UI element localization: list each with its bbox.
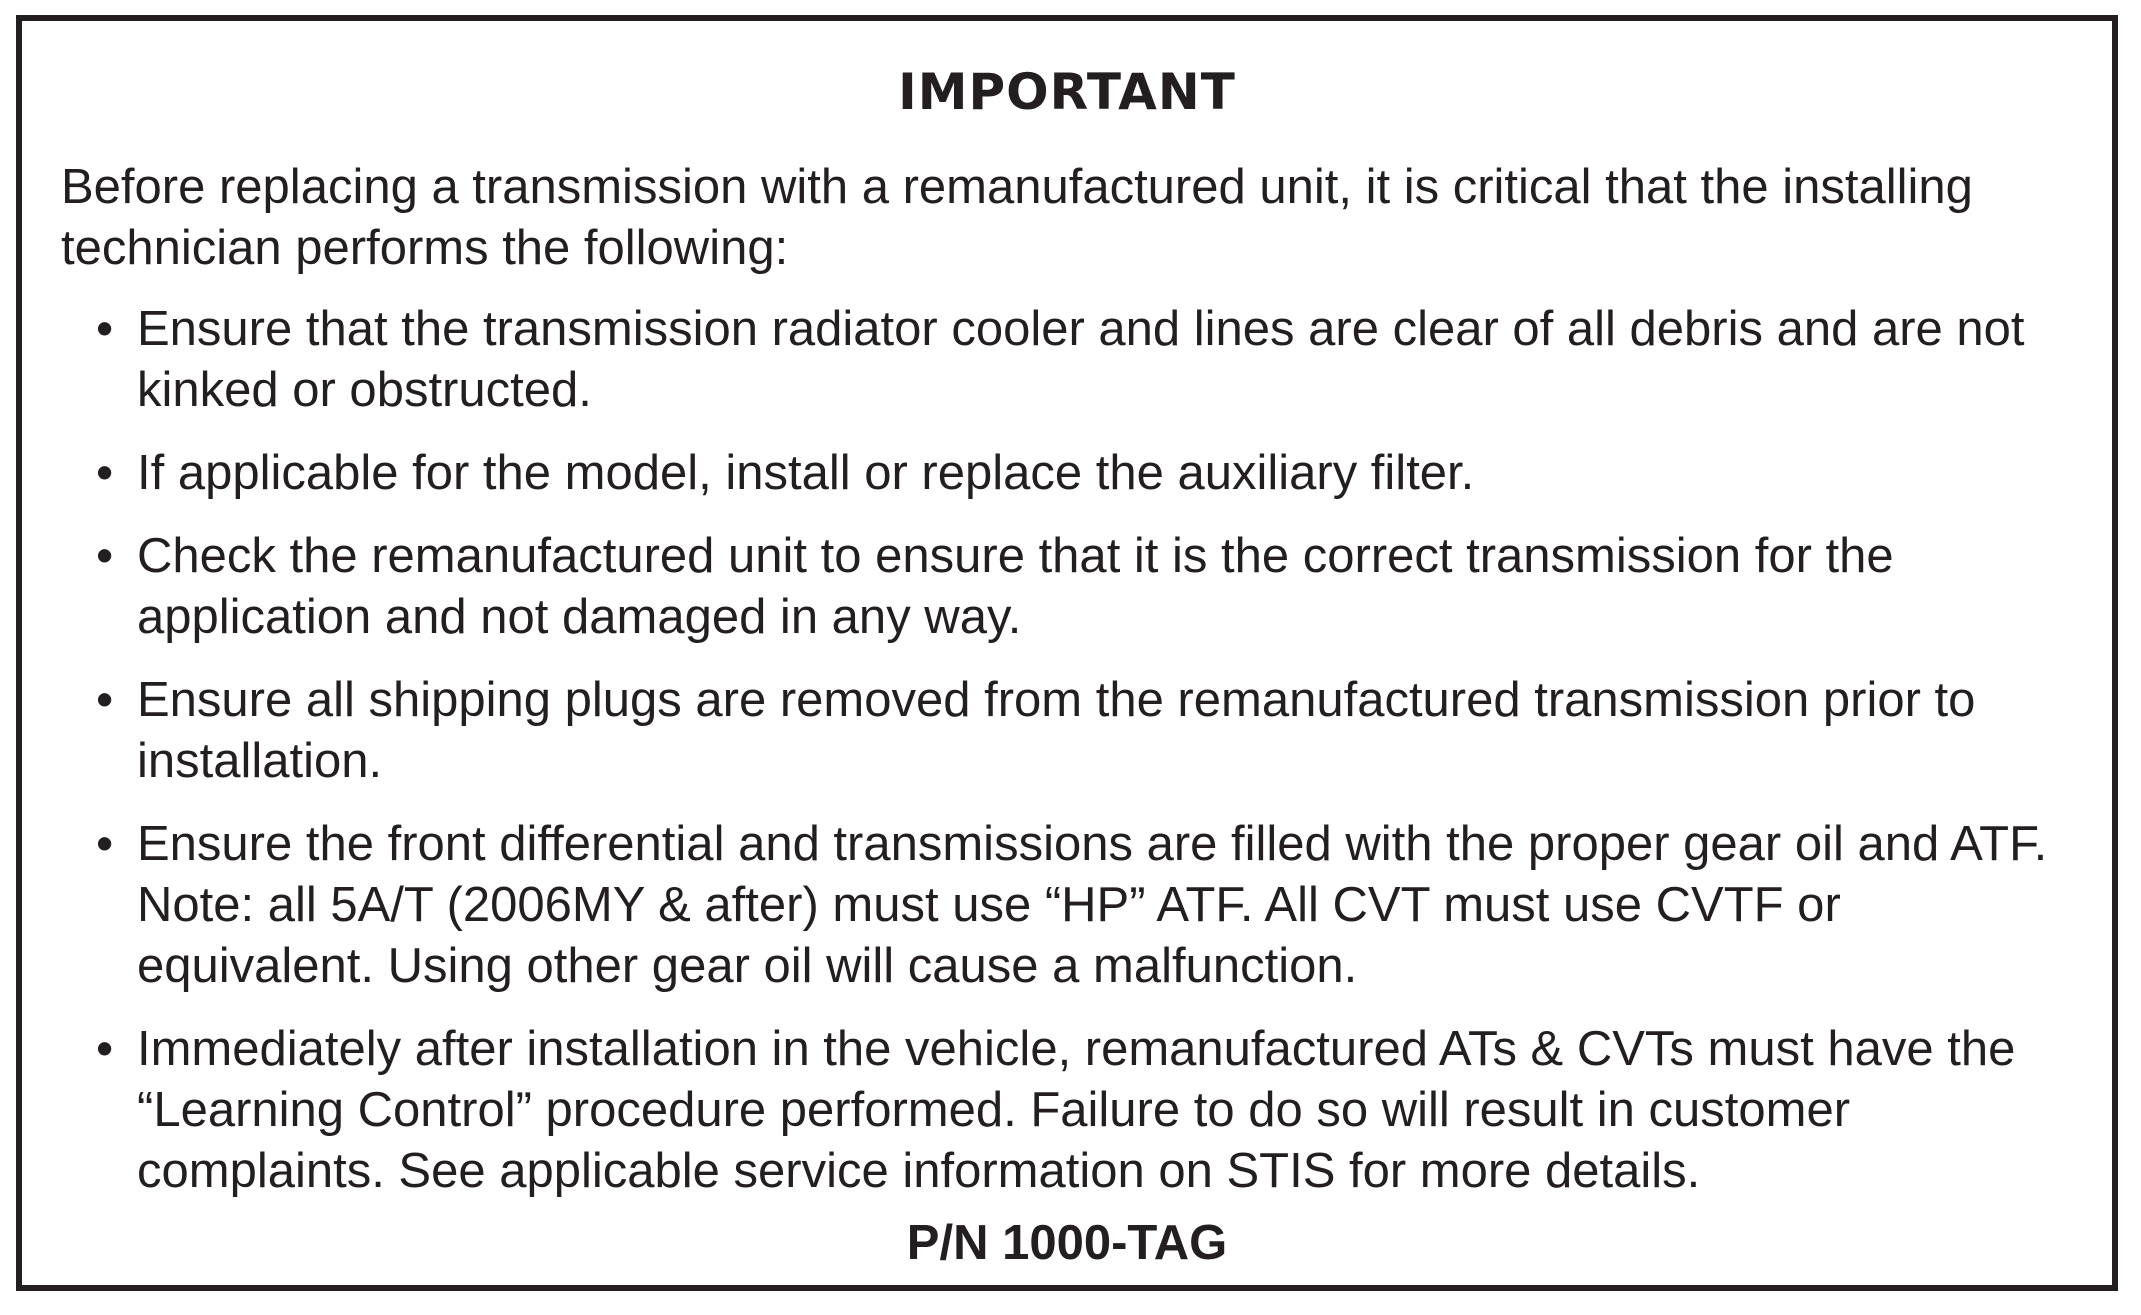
part-number: P/N 1000-TAG — [906, 1216, 1228, 1270]
intro-paragraph: Before replacing a transmission with a remanufactured unit, it is critical that the installing technician performs the following: — [61, 160, 1973, 275]
bullet-icon: • — [96, 817, 114, 871]
list-item-text: Ensure the front differential and transmissions are filled with the proper gear oil and ATF. Note: all 5A/T (2006MY & after) must use “HP” ATF. All CVT must use CVTF or equivalent. Using other gear oil will cause a malfunction. — [137, 817, 2048, 993]
list-item — [61, 670, 2091, 792]
list-item — [61, 1019, 2091, 1202]
list-item-text: Ensure all shipping plugs are removed from the remanufactured transmission prior to installation. — [137, 673, 1976, 788]
bullet-icon: • — [96, 446, 114, 500]
bullet-icon: • — [96, 529, 114, 583]
list-item — [61, 814, 2091, 997]
important-tag — [16, 15, 2118, 1291]
bullet-icon: • — [96, 302, 114, 356]
list-item-text: Check the remanufactured unit to ensure that it is the correct transmission for the application and not damaged in any way. — [137, 529, 1894, 644]
list-item-text: Ensure that the transmission radiator cooler and lines are clear of all debris and are not kinked or obstructed. — [137, 302, 2025, 417]
list-item-text: Immediately after installation in the vehicle, remanufactured ATs & CVTs must have the “Learning Control” procedure performed. Failure to do so will result in customer complaints. See applicable service information on STIS for more details. — [137, 1022, 2016, 1198]
list-item — [61, 299, 2091, 421]
heading-important: IMPORTANT — [898, 63, 1236, 121]
list-item — [61, 443, 2091, 504]
list-item — [61, 526, 2091, 648]
bullet-icon: • — [96, 1022, 114, 1076]
instruction-list — [61, 299, 2091, 1224]
list-item-text: If applicable for the model, install or replace the auxiliary filter. — [137, 446, 1475, 500]
bullet-icon: • — [96, 673, 114, 727]
